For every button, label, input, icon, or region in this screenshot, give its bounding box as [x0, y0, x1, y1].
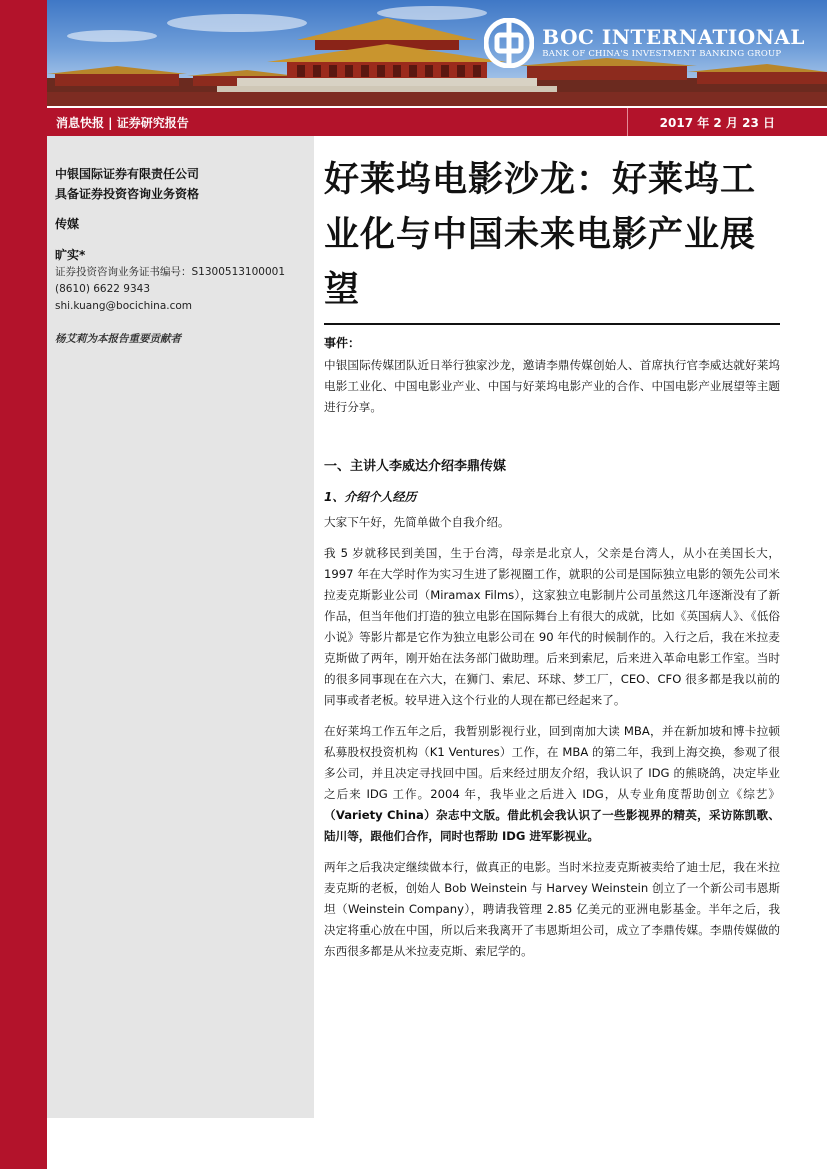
brand-subtitle: BANK OF CHINA'S INVESTMENT BANKING GROUP: [542, 49, 782, 59]
left-red-band: [0, 0, 47, 1169]
header-banner: [47, 0, 827, 106]
paragraph-career-text: 在好莱坞工作五年之后，我暂别影视行业，回到南加大读 MBA，并在新加坡和博卡拉顿私募股权投资机构（K1 Ventures）工作，在 MBA 的第二年，我到上海交换，参观了很多公司，并且决定寻找回中国。后来经过朋友介绍，我认识了 IDG 的熊晓鸽，决定毕业之后来 IDG 工作。2004 年，我毕业之后进入 IDG，从专业角度帮助创立《综艺》: [324, 724, 780, 801]
industry-label: 传媒: [55, 217, 80, 231]
paragraph-founding: 两年之后我决定继续做本行，做真正的电影。当时米拉麦克斯被卖给了迪士尼，我在米拉麦克斯的老板，创始人 Bob Weinstein 与 Harvey Weinstein 创立了一个新公司韦恩斯坦（Weinstein Company），聘请我管理 2.85 亿美元的亚洲电影基金。半年之后，我决定将重心放在中国，所以后来我离开了韦恩斯坦公司，成立了李鼎传媒。李鼎传媒做的东西很多都是从米拉麦克斯、索尼学的。: [324, 860, 780, 958]
page-title: 好莱坞电影沙龙：好莱坞工业化与中国未来电影产业展望: [324, 159, 757, 310]
analyst-license: 证券投资咨询业务证书编号：S1300513100001: [55, 266, 286, 278]
title-divider: [324, 323, 780, 325]
bar-divider: [627, 108, 628, 136]
report-date: 2017 年 2 月 23 日: [659, 115, 775, 130]
section-heading: 一、主讲人李威达介绍李鼎传媒: [324, 459, 507, 474]
company-qualification: 具备证券投资咨询业务资格: [55, 187, 200, 201]
article-body: [324, 152, 780, 962]
company-name: 中银国际证券有限责任公司: [55, 167, 200, 181]
paragraph-career-bold: （Variety China）杂志中文版。借此机会我认识了一些影视界的精英，采访陈凯歌、陆川等，跟他们合作，同时也帮助 IDG 进军影视业。: [324, 808, 780, 843]
analyst-sidebar: [47, 136, 314, 1118]
analyst-email[interactable]: shi.kuang@bocichina.com: [55, 300, 193, 312]
paragraph-background: 我 5 岁就移民到美国，生于台湾，母亲是北京人，父亲是台湾人，从小在美国长大，1997 年在大学时作为实习生进了影视圈工作，就职的公司是国际独立电影的领先公司米拉麦克斯影业公司（Miramax Films），这家独立电影制片公司虽然这几年逐渐没有了新作品，但当年他们打造的独立电影在国际舞台上有很大的成就，比如《英国病人》、《低俗小说》等影片都是它作为独立电影公司在 90 年代的时候制作的。入行之后，我在米拉麦克斯做了两年，刚开始在法务部门做助理。后来到索尼，后来进入革命电影工作室。当时的很多同事现在在六大，在狮门、索尼、环球、梦工厂，CEO、CFO 很多都是我以前的同事或者老板。较早进入这个行业的人现在都已经起来了。: [324, 546, 780, 707]
boc-logo-icon: [484, 18, 534, 68]
report-info-bar: [47, 108, 827, 136]
contributor-note: 杨艾莉为本报告重要贡献者: [55, 333, 181, 345]
analyst-name: 旷实*: [55, 248, 86, 262]
brand-name: BOC INTERNATIONAL: [542, 25, 805, 49]
brand-logo[interactable]: [484, 18, 805, 68]
report-category: 消息快报 | 证券研究报告: [56, 115, 189, 130]
event-label: 事件：: [324, 336, 361, 350]
paragraph-intro: 大家下午好，先简单做个自我介绍。: [324, 515, 510, 529]
paragraph-career: [324, 721, 780, 847]
subsection-heading: 1、介绍个人经历: [324, 490, 417, 504]
event-paragraph: 中银国际传媒团队近日举行独家沙龙，邀请李鼎传媒创始人、首席执行官李威达就好莱坞电影工业化、中国电影业产业、中国与好莱坞电影产业的合作、中国电影产业展望等主题进行分享。: [324, 358, 780, 414]
analyst-phone: (8610) 6622 9343: [55, 283, 151, 295]
